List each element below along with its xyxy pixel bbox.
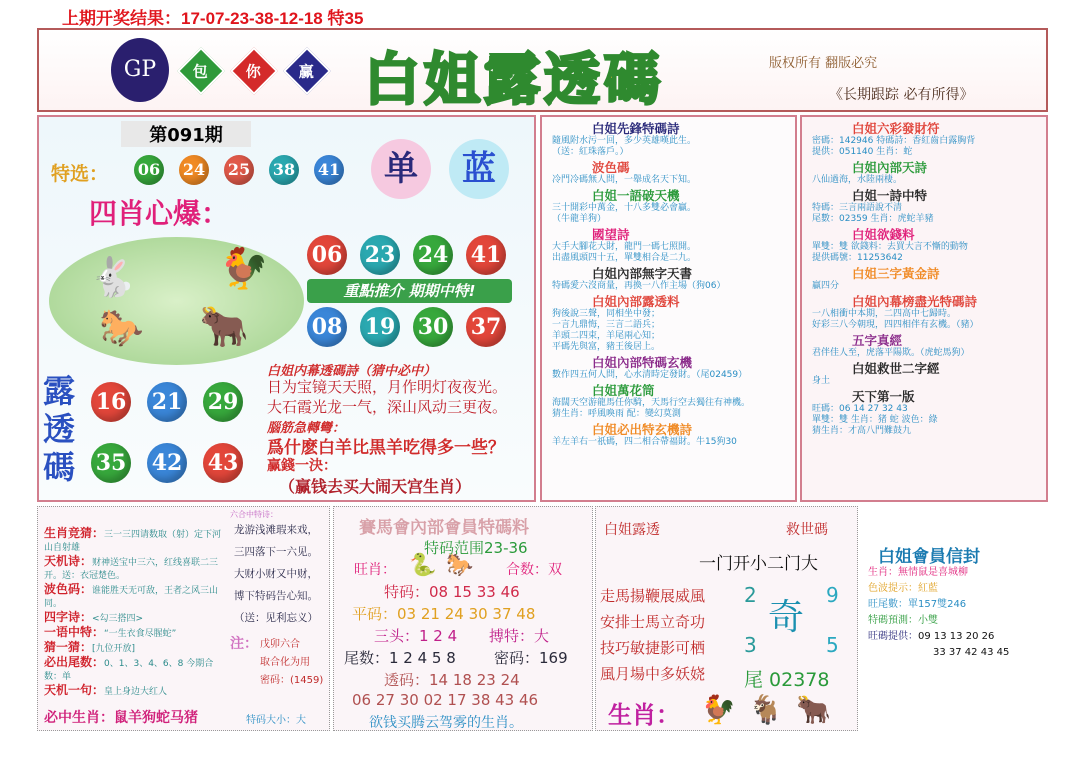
snake-icon: 🐍 xyxy=(409,553,437,578)
b4-line xyxy=(868,630,994,643)
number-ball: 23 xyxy=(360,235,400,275)
section-line: 特碼愛六沒商量，再換一八作主場（狗06） xyxy=(552,281,726,291)
b4-label: 色波提示： xyxy=(868,583,918,594)
section-title: 白姐救世二字經 xyxy=(852,361,940,376)
poem-line: 日为宝镜天天照，月作明灯夜夜光。 xyxy=(267,378,508,396)
section-title: 天下第一版 xyxy=(852,389,915,404)
bottom-panel-1 xyxy=(37,506,330,731)
bottom-panel-3 xyxy=(595,506,858,731)
num: 2 xyxy=(744,583,757,607)
logo: GP xyxy=(111,38,169,102)
copyright: 版权所有 翻版必究 xyxy=(769,56,878,71)
te: 特码：08 15 33 46 xyxy=(384,583,520,601)
section-title: 白姐萬花筒 xyxy=(592,383,655,398)
mi: 密码：169 xyxy=(494,649,568,667)
section-line: 單雙：雙 欲錢料：去買大言不慚的動物 xyxy=(812,242,968,252)
b1-poem-line: 博下特码告心知。 xyxy=(234,590,318,602)
b1-label: 猜一猜： xyxy=(44,640,93,654)
promo-banner: 重點推介 期期中特! xyxy=(307,279,512,303)
number-ball: 16 xyxy=(91,382,131,422)
section-line: 提供碼號：11253642 xyxy=(812,253,903,263)
section xyxy=(542,294,795,353)
slogan: 欲钱买腾云驾雾的生肖。 xyxy=(369,715,523,731)
section-line: 身土 xyxy=(812,376,831,386)
b3-h1: 白姐露透 xyxy=(604,522,660,538)
num: 9 xyxy=(826,583,839,607)
section-line: 君伴佳人至，虎落平陽欺。（虎蛇馬狗） xyxy=(812,348,970,358)
section-line: 羊頭二四束，羊尾兩心知； xyxy=(552,331,661,341)
b1-line xyxy=(44,611,226,626)
section-title: 白姐內幕榜盡光特碼詩 xyxy=(852,294,978,309)
banner xyxy=(37,28,1048,112)
number-ball: 41 xyxy=(466,235,506,275)
section-line: 數作四五何人問，心水清時定發財。（尾02459） xyxy=(552,370,748,380)
rooster-icon: 🐓 xyxy=(701,693,736,726)
number-ball: 25 xyxy=(224,155,254,185)
b1-text: 皇上身边大红人 xyxy=(104,687,168,697)
b1-poem-line: 三四落下一六见。 xyxy=(234,546,318,558)
section xyxy=(802,121,1046,158)
note-mark: 注： xyxy=(230,636,258,652)
section xyxy=(802,333,1046,359)
section-line: 猜生肖：呼風喚雨 配：變幻莫測 xyxy=(552,409,681,419)
section-title: 波色碼 xyxy=(592,160,630,175)
section-title: 白姐六彩發財符 xyxy=(852,121,940,136)
section-title: 白姐一語破天機 xyxy=(592,188,680,203)
section-title: 白姐必出特玄機詩 xyxy=(592,422,693,437)
number-ball: 24 xyxy=(179,155,209,185)
odd: 奇 xyxy=(768,597,805,638)
b1-poem-line: 龙游浅滩瑕来戏， xyxy=(234,524,318,536)
diamond-text: 包 xyxy=(193,62,209,81)
poem-line: 風月場中多妖娆 xyxy=(600,665,706,683)
number-ball: 37 xyxy=(466,307,506,347)
section-line: 出盡風頭四十五，單雙相合是二九。 xyxy=(552,253,697,263)
section-line: 特碼：三言兩語說不清 xyxy=(812,203,903,213)
color-badge: 蓝 xyxy=(449,139,509,199)
poem-line: 大石霞光龙一气，深山风动三更夜。 xyxy=(267,398,508,416)
animals-image xyxy=(49,237,304,365)
issue-number: 第091期 xyxy=(121,121,251,147)
size: 特码大小：大 xyxy=(246,715,306,726)
section xyxy=(542,266,795,292)
must-value: 鼠羊狗蛇马猪 xyxy=(114,710,198,726)
section-line: 尾數：02359 生肖：虎蛇羊豬 xyxy=(812,214,934,224)
section xyxy=(802,361,1046,387)
range: 特码范围23-36 xyxy=(424,539,528,557)
b4-value: 09 13 13 20 26 xyxy=(918,631,995,642)
b1-text: <勾三搭四> xyxy=(92,614,144,624)
section xyxy=(542,188,795,225)
number-ball: 29 xyxy=(203,382,243,422)
b4-value: 紅藍 xyxy=(918,583,938,594)
b1-poem-line: （送：见利忘义） xyxy=(234,612,318,624)
section-line: 羊左羊右一祇碼，四二相合帶福財。牛15狗30 xyxy=(552,437,737,447)
section xyxy=(542,121,795,158)
b2-title: 賽馬會內部會員特碼料 xyxy=(359,518,529,538)
section xyxy=(802,266,1046,292)
bottom-panel-4 xyxy=(858,506,1050,656)
ox-icon: 🐂 xyxy=(199,304,249,350)
b3-head: 一门开小二门大 xyxy=(699,554,818,574)
b4-line2: 33 37 42 43 45 xyxy=(933,647,1010,658)
number-ball: 35 xyxy=(91,443,131,483)
main-title: 白姐露透碼 xyxy=(364,47,664,113)
num: 5 xyxy=(826,633,839,657)
riddle: 爲什麽白羊比黒羊吃得多一些？ xyxy=(267,438,505,458)
ox-icon: 🐂 xyxy=(796,693,831,726)
section-title: 白姐內部露透料 xyxy=(592,294,680,309)
diamond-bao xyxy=(177,47,225,95)
b1-text: 财神送宝中三六，红线喜联二三开。送：衣冠楚色。 xyxy=(44,558,219,581)
number-ball: 30 xyxy=(413,307,453,347)
section-title: 白姐三字黃金詩 xyxy=(852,266,940,281)
b1-text: 谁能胜天无可敌，王者之风三山同。 xyxy=(44,586,219,609)
nums: 06 27 30 02 17 38 43 46 xyxy=(352,691,539,709)
diamond-ying xyxy=(283,47,331,95)
section-title: 五字真經 xyxy=(852,333,903,348)
b4-title: 白姐會員信封 xyxy=(878,547,980,567)
number-ball: 41 xyxy=(314,155,344,185)
section-line: 一言九鼎悔，三言二語兵； xyxy=(552,320,661,330)
b4-line xyxy=(868,582,938,595)
b4-label: 特碼預測： xyxy=(868,615,918,626)
section-line: 大手大腳花大財，龍門一碼七照開。 xyxy=(552,242,697,252)
section-line: 猜生肖：才高八門難鼓九 xyxy=(812,426,912,436)
section-title: 白姐先鋒特碼詩 xyxy=(592,121,680,136)
section-line: 好彩三八今朝現，四四相伴有玄機。（豬） xyxy=(812,320,979,330)
section-title: 白姐內部特碼玄機 xyxy=(592,355,693,370)
section xyxy=(542,160,795,186)
diamond-text: 你 xyxy=(246,62,262,81)
san: 三头：1 2 4 xyxy=(374,627,458,645)
b1-label: 四字诗： xyxy=(44,610,93,624)
b3-poem xyxy=(600,583,705,687)
note-line: 戊卯六合 xyxy=(260,639,300,650)
horse-icon: 🐎 xyxy=(446,553,474,578)
section-title: 白姐一詩中特 xyxy=(852,188,928,203)
b4-value: 小雙 xyxy=(918,615,938,626)
number-ball: 24 xyxy=(413,235,453,275)
section-line: 單雙：雙 生肖：猪 蛇 波色：綠 xyxy=(812,415,938,425)
section-title: 白姐內部無字天書 xyxy=(592,266,693,281)
left-panel xyxy=(37,115,536,502)
section xyxy=(802,389,1046,437)
b4-label: 旺碼提供： xyxy=(868,631,918,642)
section-line: 三十開彩中萬金，十八多雙必會贏。 xyxy=(552,203,697,213)
section-line: 密碼：142946 特碼詩：香紅齒白露胸背 xyxy=(812,136,976,146)
rabbit-icon: 🐇 xyxy=(89,255,137,299)
b4-line xyxy=(868,598,966,611)
b1-label: 波色码： xyxy=(44,582,93,596)
number-ball: 21 xyxy=(147,382,187,422)
section-line: 旺碼：06 14 27 32 43 xyxy=(812,404,908,414)
number-ball: 08 xyxy=(307,307,347,347)
section xyxy=(802,188,1046,225)
section xyxy=(802,294,1046,331)
section-line: 海闊天空游龍馬任你騎，天馬行空去獨往有神機。 xyxy=(552,398,751,408)
b4-line xyxy=(868,614,938,627)
number-ball: 06 xyxy=(134,155,164,185)
b3-h2: 救世碼 xyxy=(786,522,828,538)
b4-label: 旺尾數： xyxy=(868,599,908,610)
section xyxy=(542,227,795,264)
single-badge: 单 xyxy=(371,139,431,199)
motto: 《长期跟踪 必有所得》 xyxy=(829,87,974,103)
b1-text: [九位开放] xyxy=(92,644,136,654)
section xyxy=(802,160,1046,186)
bo: 搏特：大 xyxy=(489,627,550,645)
b1-poem-head: 六合中特诗： xyxy=(230,510,278,519)
b1-label: 天机一句： xyxy=(44,683,105,697)
win-title: 赢錢一決： xyxy=(267,458,337,474)
b1-text: 三一三四请数取（射）定下河山自射雄 xyxy=(44,530,222,553)
middle-panel xyxy=(540,115,797,502)
number-ball: 42 xyxy=(147,443,187,483)
four-zodiac-title: 四肖心爆： xyxy=(89,197,230,230)
note-line: 取合化为用 xyxy=(260,657,310,668)
section-title: 白姐內部天詩 xyxy=(852,160,928,175)
section-line: 贏四分 xyxy=(812,281,840,291)
section-line: 冷門冷碼無人問，一舉成名天下知。 xyxy=(552,175,697,185)
must-zodiac xyxy=(44,707,198,727)
section-title: 白姐欲錢料 xyxy=(852,227,915,242)
b1-label: 生肖竞猜： xyxy=(44,526,105,540)
poem-line: 走馬揚鞭展威風 xyxy=(600,587,706,605)
rooster-icon: 🐓 xyxy=(219,246,269,292)
tou: 透码：14 18 23 24 xyxy=(384,671,520,689)
b1-text: 0、1、3、4、6、8 今期合数：单 xyxy=(44,659,214,682)
poem-title: 白姐内幕透碼詩（猜中必中） xyxy=(267,364,437,379)
riddle-title: 腦筋急轉彎： xyxy=(267,421,346,436)
b1-line xyxy=(44,641,226,656)
b4-label: 生肖： xyxy=(868,567,898,578)
b4-value: 單157雙246 xyxy=(908,599,967,610)
b1-label: 必出尾数： xyxy=(44,655,105,669)
horse-icon: 🐎 xyxy=(99,308,144,349)
b4-value: 無情鼠是喜城柳 xyxy=(898,567,968,578)
b4-line xyxy=(868,566,968,579)
section-line: （送：紅珠落戶。） xyxy=(552,147,629,157)
number-ball: 43 xyxy=(203,443,243,483)
section xyxy=(542,355,795,381)
pick-label: 特选： xyxy=(51,163,109,185)
b1-label: 一语中特： xyxy=(44,625,105,639)
b1-poem-line: 大财小财又中财， xyxy=(234,568,318,580)
section-line: 一八相衝中本期，二四高中七歸時。 xyxy=(812,309,957,319)
wei: 尾数：1 2 4 5 8 xyxy=(344,649,456,667)
poem-line: 技巧敏捷影可栖 xyxy=(600,639,706,657)
b1-list xyxy=(44,527,226,699)
section-line: 八仙過海，水陸兩棲。 xyxy=(812,175,903,185)
b1-line xyxy=(44,555,226,583)
number-ball: 06 xyxy=(307,235,347,275)
sx-label: 生肖： xyxy=(608,701,680,729)
wang-label: 旺肖： xyxy=(354,562,396,578)
section-line: 平碼先與富，豬王後居上。 xyxy=(552,342,661,352)
b1-text: “一生衣食尽腥蛇” xyxy=(104,629,177,639)
b1-line xyxy=(44,583,226,611)
lutou-label: 露透碼 xyxy=(43,372,76,486)
diamond-text: 赢 xyxy=(299,62,315,81)
poem-line: 安排士馬立奇功 xyxy=(600,613,706,631)
section xyxy=(802,227,1046,264)
b1-line xyxy=(44,684,226,699)
goat-icon: 🐐 xyxy=(748,693,783,726)
number-ball: 19 xyxy=(360,307,400,347)
right-panel xyxy=(800,115,1048,502)
b1-line xyxy=(44,527,226,555)
diamond-ni xyxy=(230,47,278,95)
heshu: 合数：双 xyxy=(506,562,562,578)
num: 3 xyxy=(744,633,757,657)
bottom-panel-2 xyxy=(333,506,593,731)
number-ball: 38 xyxy=(269,155,299,185)
ping: 平码：03 21 24 30 37 48 xyxy=(352,605,536,623)
section-line: 提供：051140 生肖：蛇 xyxy=(812,147,913,157)
section-line: 狗後說三聲，同相坐中發； xyxy=(552,309,661,319)
last-result: 上期开奖结果：17-07-23-38-12-18 特35 xyxy=(62,9,364,28)
b1-line xyxy=(44,656,226,684)
section-title: 國望詩 xyxy=(592,227,630,242)
section-line: （牛龍羊狗） xyxy=(552,214,607,224)
poem xyxy=(267,377,507,417)
section xyxy=(542,422,795,448)
win-hint: （赢钱去买大闹天宫生肖） xyxy=(279,477,472,496)
section xyxy=(542,383,795,420)
b1-label: 天机诗： xyxy=(44,554,93,568)
note-line: 密码：(1459) xyxy=(260,675,324,686)
must-label: 必中生肖： xyxy=(44,710,114,726)
b1-line xyxy=(44,626,226,641)
tail: 尾 02378 xyxy=(744,669,830,691)
section-line: 隨風附水污一回，多少英雄嘆此生。 xyxy=(552,136,697,146)
